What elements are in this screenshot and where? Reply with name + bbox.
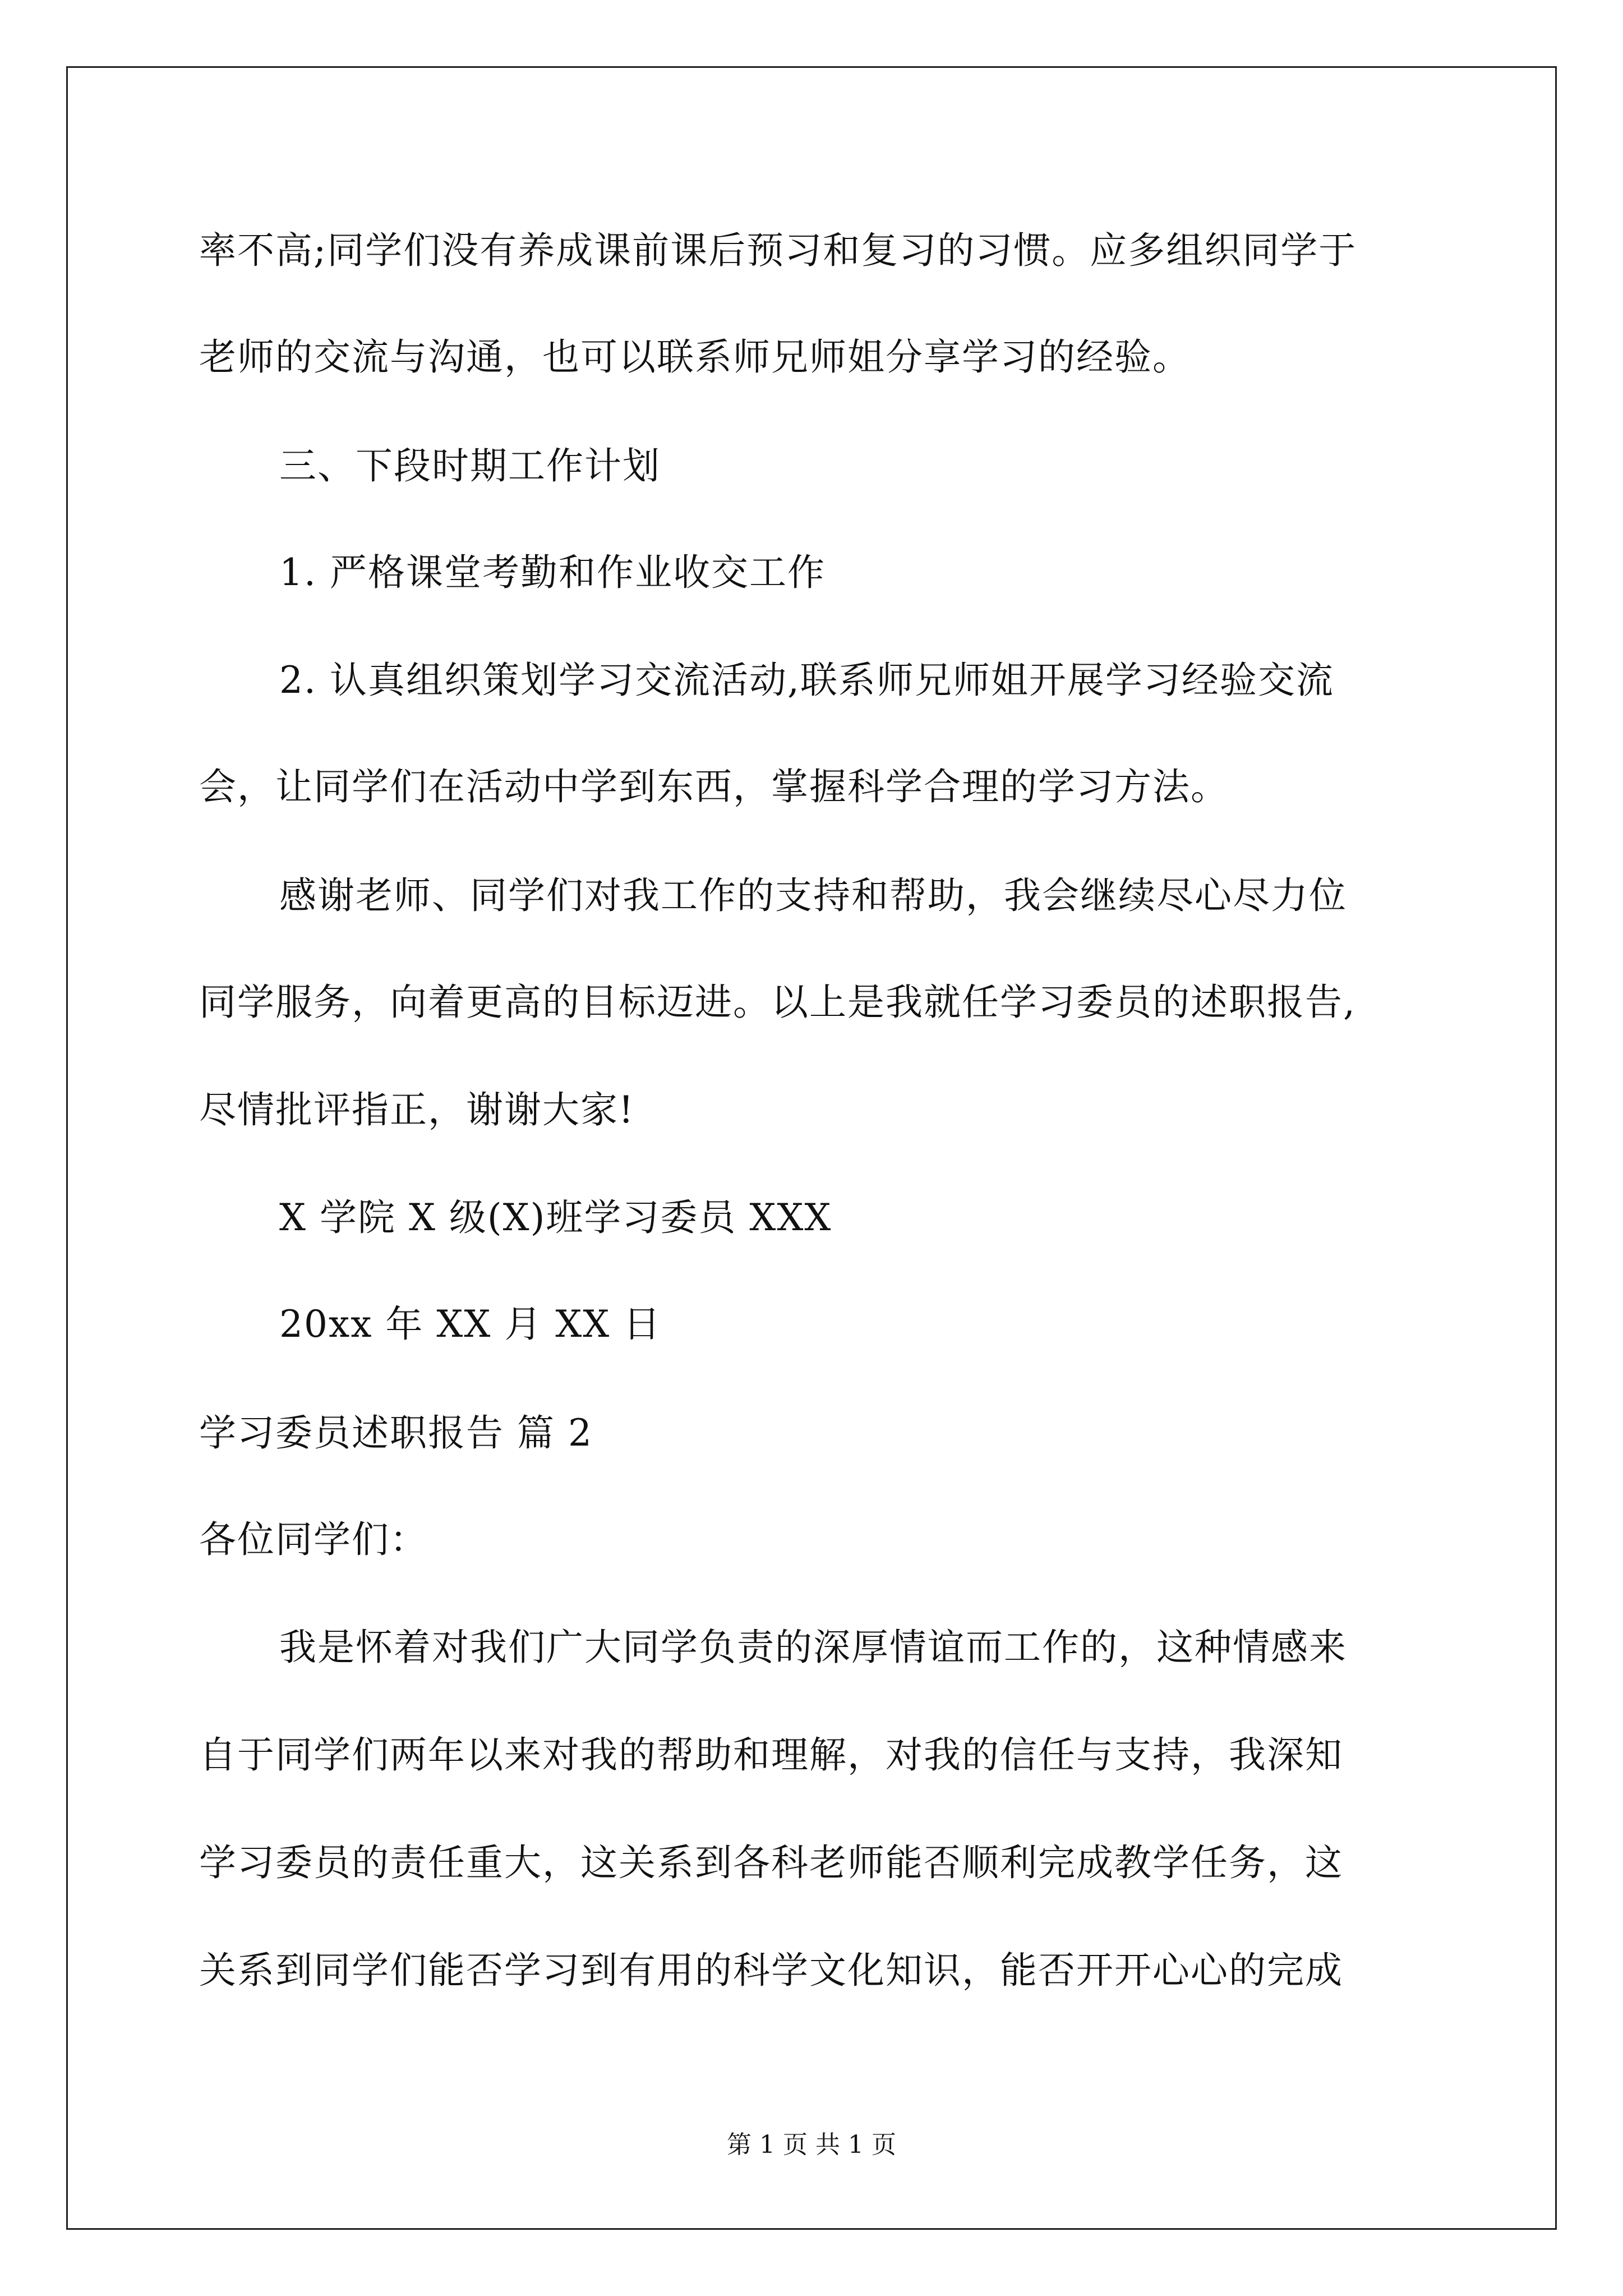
body-para-1-line-3: 学习委员的责任重大，这关系到各科老师能否顺利完成教学任务，这 xyxy=(199,1841,1343,1884)
body-line-2: 老师的交流与沟通，也可以联系师兄师姐分享学习的经验。 xyxy=(199,335,1191,379)
thanks-line-1: 感谢老师、同学们对我工作的支持和帮助，我会继续尽心尽力位 xyxy=(279,874,1347,917)
signature: X 学院 X 级(X)班学习委员 XXX xyxy=(279,1196,832,1239)
plan-item-2-cont: 会，让同学们在活动中学到东西，掌握科学合理的学习方法。 xyxy=(199,765,1229,808)
article-title: 学习委员述职报告 篇 2 xyxy=(199,1411,593,1455)
plan-item-2: 2. 认真组织策划学习交流活动,联系师兄师姐开展学习经验交流 xyxy=(279,659,1334,702)
salutation: 各位同学们： xyxy=(199,1518,428,1561)
body-line-1: 率不高;同学们没有养成课前课后预习和复习的习惯。应多组织同学于 xyxy=(199,229,1357,272)
page-footer: 第 1 页 共 1 页 xyxy=(727,2131,896,2159)
page-border xyxy=(66,66,1557,2230)
thanks-line-2: 同学服务，向着更高的目标迈进。以上是我就任学习委员的述职报告, xyxy=(199,981,1356,1024)
body-para-1-line-2: 自于同学们两年以来对我的帮助和理解，对我的信任与支持，我深知 xyxy=(199,1733,1343,1777)
body-para-1-line-1: 我是怀着对我们广大同学负责的深厚情谊而工作的，这种情感来 xyxy=(279,1626,1347,1669)
date: 20xx 年 XX 月 XX 日 xyxy=(279,1303,662,1346)
thanks-line-3: 尽情批评指正，谢谢大家! xyxy=(199,1088,635,1131)
section-heading-3: 三、下段时期工作计划 xyxy=(279,444,661,487)
plan-item-1: 1. 严格课堂考勤和作业收交工作 xyxy=(279,551,826,594)
body-para-1-line-4: 关系到同学们能否学习到有用的科学文化知识，能否开开心心的完成 xyxy=(199,1949,1343,1992)
